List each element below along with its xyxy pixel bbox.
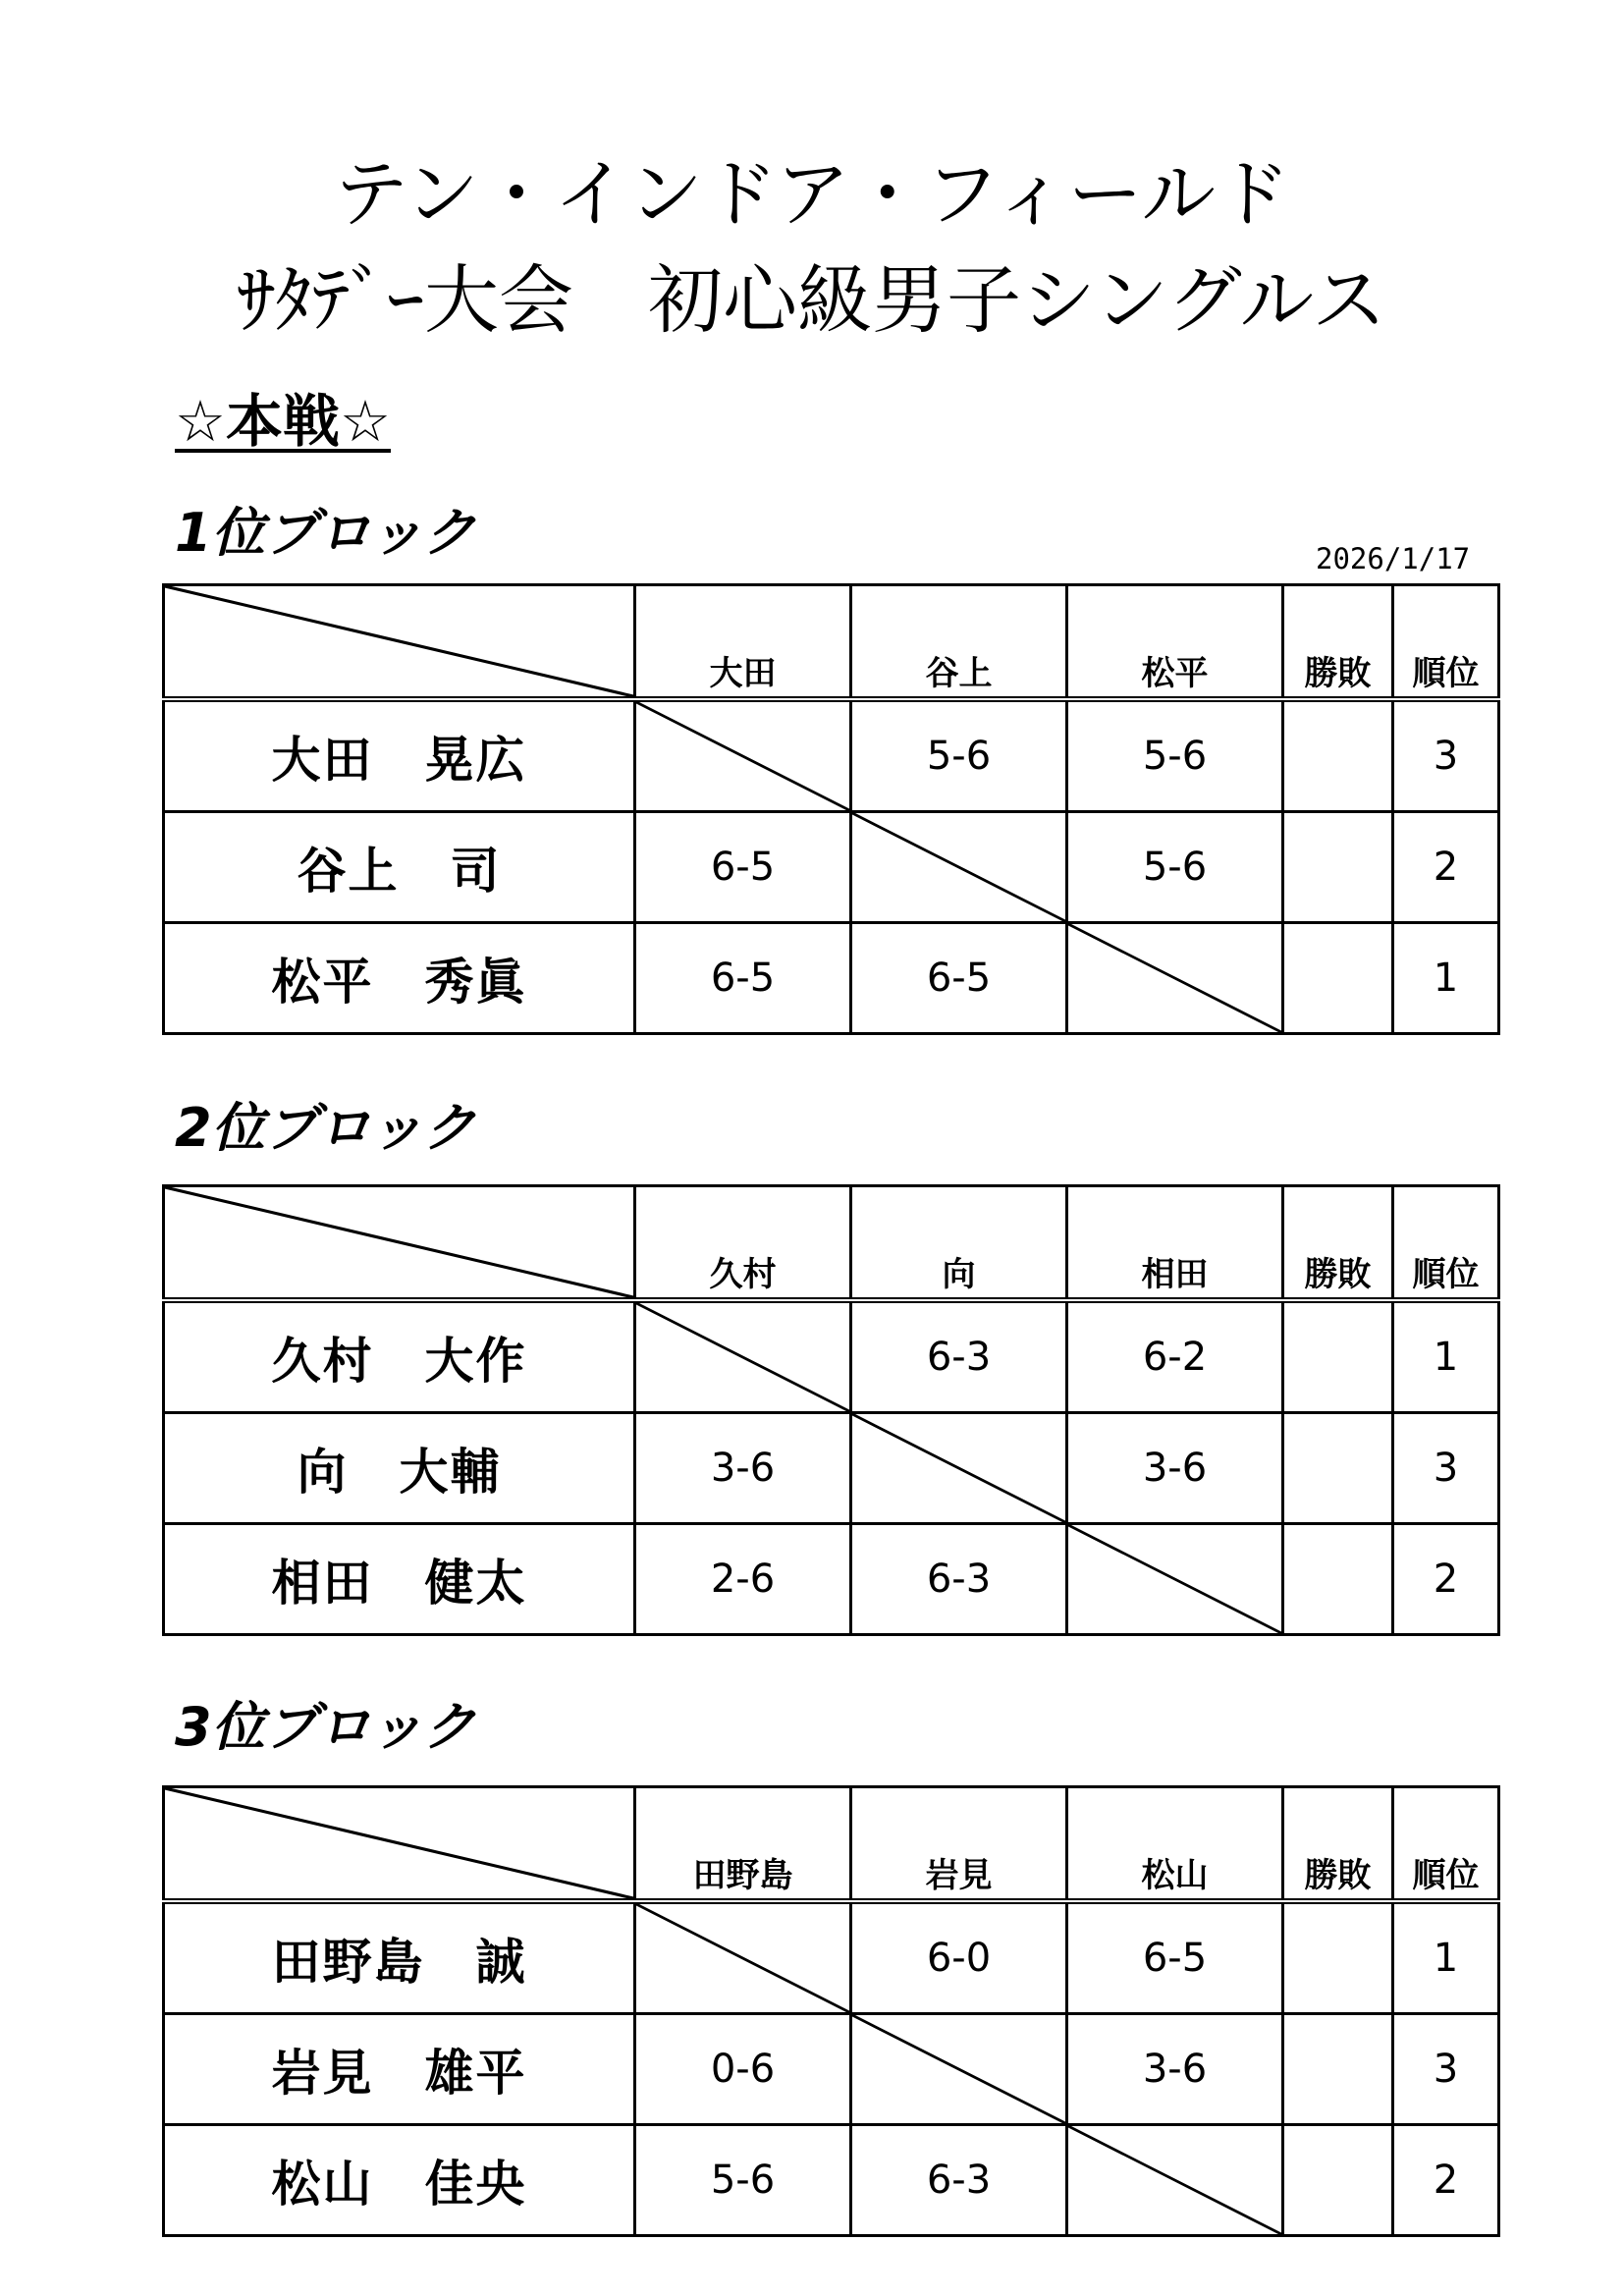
match-score: 5-6	[851, 699, 1067, 812]
player-name: 松平 秀眞	[164, 923, 635, 1034]
block-title-1: 1位ブロック	[175, 502, 476, 564]
diagonal-line	[636, 702, 849, 810]
table-row	[164, 1300, 1499, 1413]
table-row	[164, 1524, 1499, 1635]
self-match-cell	[1067, 923, 1283, 1034]
match-score: 5-6	[1067, 812, 1283, 923]
match-score: 6-5	[1067, 1901, 1283, 2014]
rank-cell: 3	[1393, 1413, 1499, 1524]
page-title-line1: テン・インドア・フィールド	[333, 150, 1291, 238]
self-match-cell	[635, 699, 851, 812]
table-row	[164, 1901, 1499, 2014]
diagonal-line	[165, 586, 633, 696]
win-loss-cell	[1283, 1524, 1393, 1635]
table-row	[164, 699, 1499, 812]
corner-cell	[164, 1186, 635, 1301]
column-header: 相田	[1067, 1186, 1283, 1301]
win-loss-cell	[1283, 699, 1393, 812]
diagonal-line	[636, 1303, 849, 1411]
win-loss-cell	[1283, 1413, 1393, 1524]
self-match-cell	[1067, 1524, 1283, 1635]
player-name: 谷上 司	[164, 812, 635, 923]
self-match-cell	[635, 1901, 851, 2014]
column-header: 岩見	[851, 1787, 1067, 1902]
section-heading: ☆本戦☆	[175, 388, 391, 455]
diagonal-line	[852, 813, 1065, 921]
win-loss-header: 勝敗	[1283, 1787, 1393, 1902]
self-match-cell	[851, 812, 1067, 923]
rank-header: 順位	[1393, 1787, 1499, 1902]
rank-cell: 3	[1393, 699, 1499, 812]
match-score: 3-6	[635, 1413, 851, 1524]
rank-cell: 1	[1393, 1901, 1499, 2014]
match-score: 2-6	[635, 1524, 851, 1635]
win-loss-cell	[1283, 1901, 1393, 2014]
player-name: 久村 大作	[164, 1300, 635, 1413]
rank-header: 順位	[1393, 585, 1499, 700]
column-header: 向	[851, 1186, 1067, 1301]
match-score: 5-6	[635, 2125, 851, 2236]
match-score: 3-6	[1067, 1413, 1283, 1524]
rank-cell: 1	[1393, 1300, 1499, 1413]
block-title-3: 3位ブロック	[175, 1696, 476, 1758]
rank-header: 順位	[1393, 1186, 1499, 1301]
self-match-cell	[635, 1300, 851, 1413]
column-header: 松山	[1067, 1787, 1283, 1902]
rank-cell: 2	[1393, 2125, 1499, 2236]
match-score: 6-3	[851, 1300, 1067, 1413]
self-match-cell	[1067, 2125, 1283, 2236]
match-score: 6-2	[1067, 1300, 1283, 1413]
match-score: 6-5	[635, 923, 851, 1034]
rank-cell: 3	[1393, 2014, 1499, 2125]
player-name: 岩見 雄平	[164, 2014, 635, 2125]
match-score: 6-5	[851, 923, 1067, 1034]
diagonal-line	[165, 1788, 633, 1898]
win-loss-cell	[1283, 1300, 1393, 1413]
win-loss-header: 勝敗	[1283, 1186, 1393, 1301]
match-score: 6-5	[635, 812, 851, 923]
round-robin-table-3	[162, 1785, 1500, 2237]
column-header: 谷上	[851, 585, 1067, 700]
date-label: 2026/1/17	[1316, 542, 1471, 575]
table-row	[164, 1413, 1499, 1524]
table-row	[164, 812, 1499, 923]
table-row	[164, 2125, 1499, 2236]
diagonal-line	[1068, 1525, 1281, 1633]
round-robin-table-2	[162, 1184, 1500, 1636]
page-title-line2: ｻﾀﾃﾞｰ大会 初心級男子シングルス	[237, 256, 1387, 344]
round-robin-table-1	[162, 583, 1500, 1035]
match-score: 5-6	[1067, 699, 1283, 812]
corner-cell	[164, 585, 635, 700]
diagonal-line	[165, 1187, 633, 1297]
corner-cell	[164, 1787, 635, 1902]
column-header: 松平	[1067, 585, 1283, 700]
match-score: 0-6	[635, 2014, 851, 2125]
column-header: 大田	[635, 585, 851, 700]
rank-cell: 2	[1393, 812, 1499, 923]
self-match-cell	[851, 2014, 1067, 2125]
match-score: 3-6	[1067, 2014, 1283, 2125]
column-header: 田野島	[635, 1787, 851, 1902]
rank-cell: 2	[1393, 1524, 1499, 1635]
player-name: 田野島 誠	[164, 1901, 635, 2014]
column-header: 久村	[635, 1186, 851, 1301]
player-name: 向 大輔	[164, 1413, 635, 1524]
self-match-cell	[851, 1413, 1067, 1524]
rank-cell: 1	[1393, 923, 1499, 1034]
win-loss-cell	[1283, 923, 1393, 1034]
player-name: 松山 佳央	[164, 2125, 635, 2236]
diagonal-line	[1068, 924, 1281, 1032]
diagonal-line	[852, 2015, 1065, 2123]
table-row	[164, 923, 1499, 1034]
match-score: 6-3	[851, 1524, 1067, 1635]
win-loss-cell	[1283, 2014, 1393, 2125]
block-title-2: 2位ブロック	[175, 1097, 476, 1159]
win-loss-header: 勝敗	[1283, 585, 1393, 700]
match-score: 6-3	[851, 2125, 1067, 2236]
table-row	[164, 2014, 1499, 2125]
match-score: 6-0	[851, 1901, 1067, 2014]
player-name: 大田 晃広	[164, 699, 635, 812]
win-loss-cell	[1283, 2125, 1393, 2236]
player-name: 相田 健太	[164, 1524, 635, 1635]
diagonal-line	[1068, 2126, 1281, 2234]
diagonal-line	[636, 1904, 849, 2012]
win-loss-cell	[1283, 812, 1393, 923]
diagonal-line	[852, 1414, 1065, 1522]
